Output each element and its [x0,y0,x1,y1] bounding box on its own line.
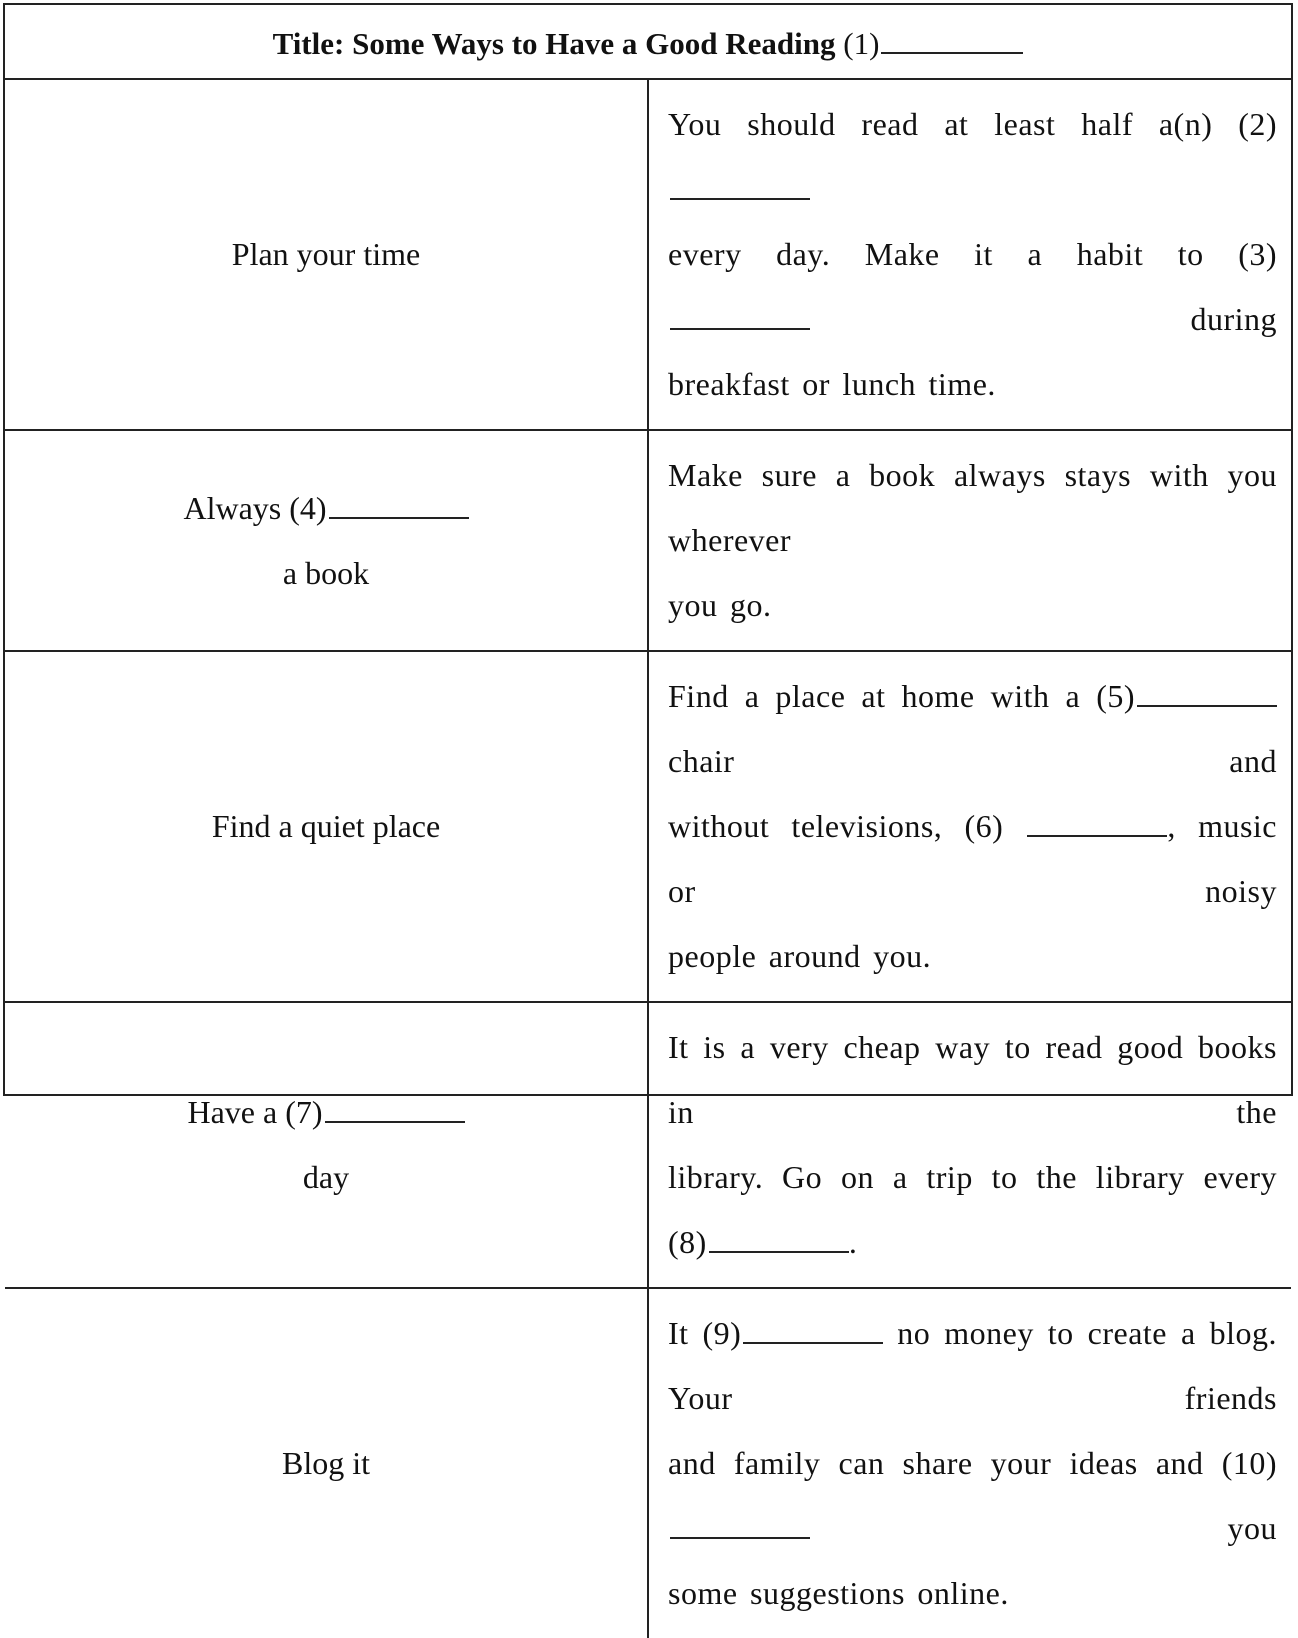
tip-heading-cell [5,651,648,1002]
detail-text: You should read at least half a(n) (2) [668,106,1277,142]
answer-blank-7[interactable] [325,1089,465,1123]
tip-detail-cell [648,1288,1291,1638]
answer-blank-8[interactable] [709,1219,849,1253]
detail-text: Find a place at home with a (5) [668,678,1135,714]
tip-heading-line: day [302,1159,350,1195]
tip-heading-cell [5,1288,648,1638]
answer-blank-2[interactable] [670,166,810,200]
detail-line: you go. [668,587,772,623]
tip-heading-cell [5,430,648,651]
detail-text: you [810,1510,1277,1546]
tip-heading: Plan your time [231,236,421,272]
detail-line: Make sure a book always stays with you wherever [668,457,1277,558]
tip-heading-cell [5,79,648,430]
tip-heading-line [5,476,647,541]
tip-heading: Have a (7) [187,1094,323,1130]
reading-tips-table [5,5,1291,1638]
title-text: Some Ways to Have a Good Reading [352,26,836,61]
title-label: Title [272,26,335,61]
table-row [5,79,1291,430]
detail-text: , music or noisy [668,808,1278,909]
table-row [5,1288,1291,1638]
tip-heading-line [5,1080,647,1145]
table-row [5,651,1291,1002]
title-colon: : [334,26,345,61]
tip-detail-cell [648,1002,1291,1288]
detail-line [668,1210,1277,1275]
title-row [5,5,1291,79]
table-row [5,430,1291,651]
detail-line: It is a very cheap way to read good books in the [668,1029,1277,1130]
detail-text: no money to create a blog. Your friends [668,1315,1278,1416]
detail-text: without televisions, (6) [668,808,1004,844]
detail-line [668,92,1277,222]
detail-line [668,1301,1277,1431]
detail-text: It (9) [668,1315,742,1351]
detail-text: chair and [668,743,1277,779]
tip-heading-cell [5,1002,648,1288]
detail-line: some suggestions online. [668,1575,1009,1611]
detail-text: . [848,1224,858,1260]
detail-line: breakfast or lunch time. [668,366,996,402]
detail-line [668,222,1277,352]
detail-line: people around you. [668,938,932,974]
tip-detail-cell [648,79,1291,430]
answer-blank-4[interactable] [329,485,469,519]
tip-detail-cell [648,651,1291,1002]
blank-number-1: (1) [843,26,880,61]
tip-heading: Always (4) [183,489,327,526]
detail-text: during [810,301,1277,337]
detail-line [668,664,1277,794]
detail-text: (8) [668,1224,707,1260]
detail-text: every day. Make it a habit to (3) [668,236,1277,272]
tip-heading: Find a quiet place [211,808,441,844]
detail-line [668,794,1277,924]
worksheet-table-frame [3,3,1293,1611]
answer-blank-1[interactable] [881,21,1023,54]
detail-line: library. Go on a trip to the library every [668,1159,1277,1195]
detail-text: and family can share your ideas and (10) [668,1445,1277,1481]
answer-blank-3[interactable] [670,296,810,330]
answer-blank-5[interactable] [1137,673,1277,707]
tip-detail-cell [648,430,1291,651]
tip-heading-line: a book [282,554,370,591]
detail-line [668,1431,1277,1561]
answer-blank-6[interactable] [1027,803,1167,837]
tip-heading: Blog it [281,1445,370,1481]
table-row [5,1002,1291,1288]
answer-blank-9[interactable] [743,1310,883,1344]
answer-blank-10[interactable] [670,1505,810,1539]
